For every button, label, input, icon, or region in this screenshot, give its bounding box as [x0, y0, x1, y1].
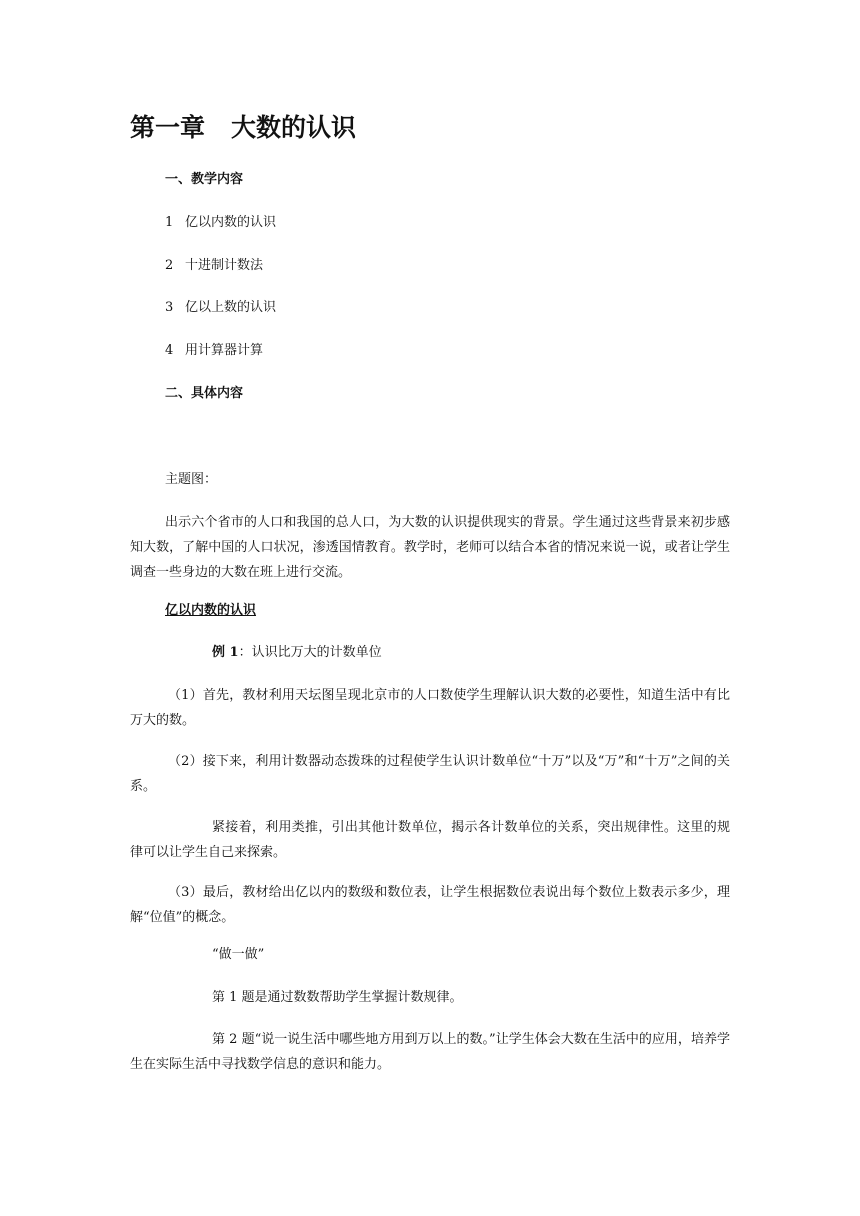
section-heading-teaching-content: 一、教学内容: [165, 172, 244, 187]
example-text: ：认识比万大的计数单位: [238, 645, 382, 660]
list-item: [165, 215, 276, 231]
question-2: 第 2 题“说一说生活中哪些地方用到万以上的数。”让学生体会大数在生活中的应用，培养学生在实际生活中寻找数学信息的意识和能力。: [130, 1032, 730, 1072]
example-label: 例 1: [212, 645, 239, 660]
paragraph-step-3: （3）最后，教材给出亿以内的数级和数位表，让学生根据数位表说出每个数位上数表示多少，理解“位值”的概念。: [130, 885, 730, 925]
list-item-number: 2: [165, 258, 174, 273]
list-item-text: 亿以上数的认识: [185, 300, 277, 315]
chapter-name: 大数的认识: [231, 113, 357, 142]
section-heading-specific-content: 二、具体内容: [165, 386, 244, 401]
list-item: [165, 258, 263, 274]
paragraph-step-2: （2）接下来，利用计数器动态拨珠的过程使学生认识计数单位“十万”以及“万”和“十万”之间的关系。: [130, 754, 730, 794]
paragraph-analogy: 紧接着，利用类推，引出其他计数单位，揭示各计数单位的关系，突出规律性。这里的规律可以让学生自己来探索。: [130, 820, 730, 860]
list-item-text: 亿以内数的认识: [185, 215, 277, 230]
example-line: [212, 645, 382, 661]
theme-paragraph: 出示六个省市的人口和我国的总人口，为大数的认识提供现实的背景。学生通过这些背景来初步感知大数，了解中国的人口状况，渗透国情教育。教学时，老师可以结合本省的情况来说一说，或者让学生调查一些身边的大数在班上进行交流。: [130, 515, 730, 580]
list-item-number: 3: [165, 300, 174, 315]
chapter-number: 第一章: [130, 113, 206, 142]
subsection-heading: 亿以内数的认识: [165, 603, 257, 618]
paragraph-step-1: （1）首先，教材利用天坛图呈现北京市的人口数使学生理解认识大数的必要性，知道生活中有比万大的数。: [130, 688, 730, 728]
chapter-title: [130, 112, 356, 144]
question-1: 第 1 题是通过数数帮助学生掌握计数规律。: [212, 990, 463, 1005]
practice-heading: “做一做”: [212, 947, 265, 962]
list-item-text: 十进制计数法: [185, 258, 264, 273]
list-item: [165, 300, 276, 316]
list-item-number: 4: [165, 343, 174, 358]
list-item-number: 1: [165, 215, 174, 230]
list-item-text: 用计算器计算: [185, 343, 264, 358]
theme-label: 主题图：: [165, 472, 218, 487]
list-item: [165, 343, 263, 359]
